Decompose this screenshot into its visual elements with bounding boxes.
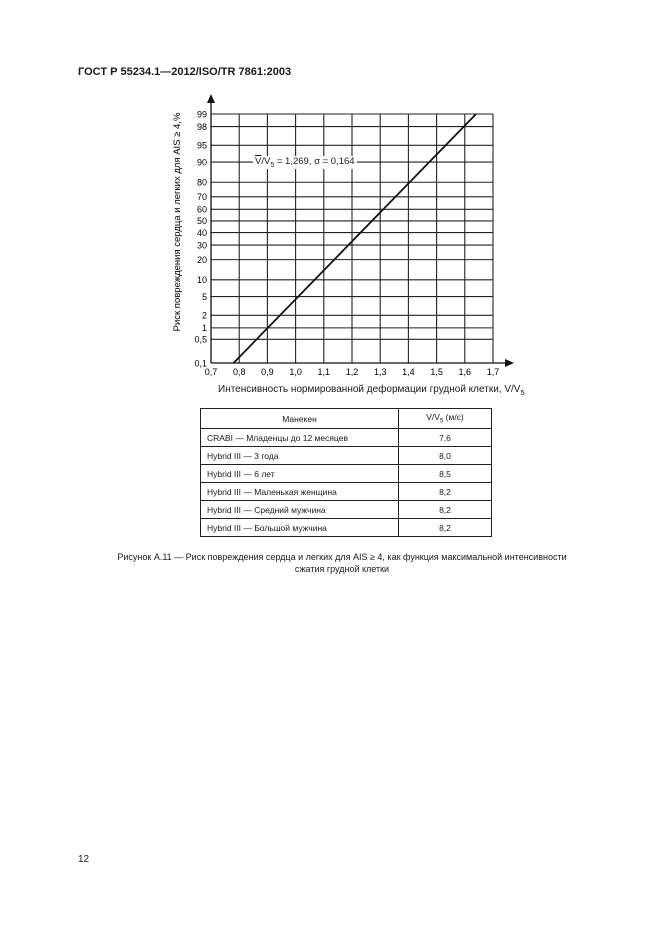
dummy-table [200, 408, 492, 537]
x-tick-label: 1,6 [458, 367, 472, 377]
distribution-annotation [253, 156, 357, 169]
y-tick-label: 95 [196, 140, 207, 151]
caption-line-1: Рисунок А.11 — Риск повреждения сердца и легких для AIS ≥ 4, как функция максимальной интенсивности [117, 552, 567, 562]
y-tick-label: 98 [196, 121, 207, 132]
y-tick-label: 1 [201, 323, 207, 334]
table-row [201, 519, 492, 537]
table-header-velocity-sub: 5 [439, 418, 444, 425]
x-tick-label: 1,5 [430, 367, 443, 377]
annotation-params: = 1,269, σ = 0,164 [274, 156, 355, 167]
y-tick-label: 60 [196, 204, 207, 215]
table-row [201, 465, 492, 483]
table-cell-dummy: Hybrid III — Средний мужчина [201, 501, 399, 519]
table-cell-velocity: 8,0 [399, 447, 492, 465]
table-cell-dummy: CRABI — Младенцы до 12 месяцев [201, 429, 399, 447]
document-header: ГОСТ Р 55234.1—2012/ISO/TR 7861:2003 [78, 66, 292, 78]
table-header-velocity [399, 409, 492, 429]
table-row [201, 501, 492, 519]
y-tick-label: 99 [196, 109, 207, 120]
table-header-dummy: Манекен [201, 409, 399, 429]
x-axis-label-main: Интенсивность нормированной деформации грудной клетки, V/V [218, 384, 521, 395]
table-cell-dummy: Hybrid III — Большой мужчина [201, 519, 399, 537]
caption-line-2: сжатия грудной клетки [294, 564, 390, 574]
annotation-sub: 5 [270, 161, 275, 169]
y-tick-label: 30 [196, 240, 207, 251]
axes [207, 94, 514, 367]
table-header-row [201, 409, 492, 429]
figure-caption [78, 551, 606, 575]
x-tick-label: 1,1 [317, 367, 331, 377]
x-tick-label: 1,4 [402, 367, 415, 377]
table-cell-velocity: 7,6 [399, 429, 492, 447]
x-tick-label: 1,7 [486, 367, 500, 377]
tick-labels [194, 109, 499, 377]
y-tick-label: 10 [196, 275, 207, 286]
x-tick-label: 0,9 [261, 367, 274, 377]
table-cell-dummy: Hybrid III — 6 лет [201, 465, 399, 483]
table-row [201, 429, 492, 447]
y-tick-label: 90 [196, 157, 207, 168]
table-header-velocity-main: V/V [426, 412, 440, 423]
x-axis-arrow [505, 359, 514, 367]
x-tick-label: 0,7 [204, 367, 218, 377]
table-cell-dummy: Hybrid III — 3 года [201, 447, 399, 465]
series-line [234, 114, 477, 363]
x-tick-label: 1,2 [345, 367, 359, 377]
risk-chart [0, 0, 661, 400]
table-cell-velocity: 8,2 [399, 483, 492, 501]
grid [211, 114, 493, 363]
x-tick-label: 0,8 [232, 367, 246, 377]
table-cell-velocity: 8,2 [399, 501, 492, 519]
y-axis-arrow [207, 94, 215, 103]
annotation-sep: /V [261, 156, 271, 167]
y-tick-label: 0,5 [194, 334, 207, 345]
y-tick-label: 80 [196, 177, 207, 188]
y-tick-label: 70 [196, 192, 207, 203]
y-axis-label: Риск повреждения сердца и легких для AIS ≥ 4,% [172, 112, 183, 332]
y-tick-label: 50 [196, 216, 207, 227]
x-axis-label-sub: 5 [520, 388, 525, 397]
table-cell-velocity: 8,5 [399, 465, 492, 483]
y-tick-label: 20 [196, 254, 207, 265]
table-header-velocity-unit: (м/с) [443, 412, 464, 423]
y-tick-label: 40 [196, 227, 207, 238]
x-tick-label: 1,0 [289, 367, 302, 377]
table-cell-dummy: Hybrid III — Маленькая женщина [201, 483, 399, 501]
x-tick-label: 1,3 [373, 367, 387, 377]
y-tick-label: 5 [201, 291, 207, 302]
x-axis-label [218, 384, 525, 397]
y-tick-label: 0,1 [194, 358, 207, 369]
annotation-v: $\overline{V}$ [255, 156, 262, 167]
table-row [201, 483, 492, 501]
table-cell-velocity: 8,2 [399, 519, 492, 537]
y-tick-label: 2 [201, 310, 207, 321]
table-row [201, 447, 492, 465]
page-number: 12 [78, 854, 90, 865]
